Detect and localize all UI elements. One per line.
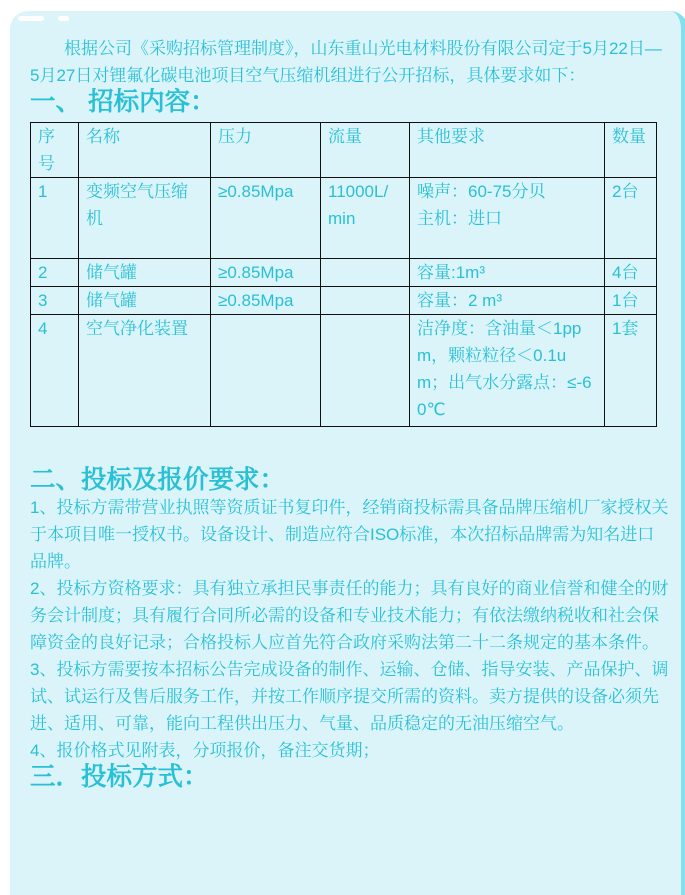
col-header-flow: 流量 [321,123,410,178]
cell-name: 变频空气压缩机 [79,178,211,259]
cell-flow [321,259,410,287]
cell-other: 噪声：60-75分贝 主机：进口 [410,178,605,259]
intro-paragraph: 根据公司《采购招标管理制度》，山东重山光电材料股份有限公司定于5月22日—5月27日对锂氟化碳电池项目空气压缩机组进行公开招标，具体要求如下： [30,39,662,85]
dash-decoration-long [18,16,44,21]
requirement-paragraph-3: 3、投标方需要按本招标公告完成设备的制作、运输、仓储、指导安装、产品保护、调试、试运行及售后服务工作，并按工作顺序提交所需的资料。卖方提供的设备必须先进、适用、可靠，能向工程供出压力、气量、品质稳定的无油压缩空气。 [30,660,669,733]
cell-qty: 4台 [605,259,657,287]
cell-pressure: ≥0.85Mpa [211,287,321,315]
cell-other: 容量：2 m³ [410,287,605,315]
cell-no: 2 [31,259,79,287]
cell-flow [321,315,410,427]
requirement-paragraph-4: 4、报价格式见附表，分项报价，备注交货期； [30,741,380,760]
cell-pressure [211,315,321,427]
cell-no: 1 [31,178,79,259]
cell-other: 洁净度：含油量＜1ppm，颗粒粒径＜0.1um；出气水分露点：≤-60℃ [410,315,605,427]
cell-name: 储气罐 [79,287,211,315]
section1-heading: 一、 招标内容： [30,88,216,116]
table-row [31,315,657,427]
cell-other: 容量:1m³ [410,259,605,287]
announcement-card [10,11,685,895]
cell-name: 储气罐 [79,259,211,287]
col-header-press: 压力 [211,123,321,178]
table-row [31,287,657,315]
cell-qty: 1套 [605,315,657,427]
col-header-other: 其他要求 [410,123,605,178]
dash-decoration-short [58,16,69,21]
cell-no: 4 [31,315,79,427]
cell-flow: 11000L/min [321,178,410,259]
tender-items-table [30,122,657,427]
requirement-paragraph-2: 2、投标方资格要求：具有独立承担民事责任的能力；具有良好的商业信誉和健全的财务会计制度；具有履行合同所必需的设备和专业技术能力；有依法缴纳税收和社会保障资金的良好记录；合格投标人应首先符合政府采购法第二十二条规定的基本条件。 [30,579,669,652]
cell-qty: 1台 [605,287,657,315]
table-header-row [31,123,657,178]
cell-pressure: ≥0.85Mpa [211,178,321,259]
cell-no: 3 [31,287,79,315]
col-header-qty: 数量 [605,123,657,178]
col-header-name: 名称 [79,123,211,178]
section2-heading: 二、投标及报价要求： [30,466,286,494]
cell-qty: 2台 [605,178,657,259]
requirement-paragraph-1: 1、投标方需带营业执照等资质证书复印件，经销商投标需具备品牌压缩机厂家授权关于本项目唯一授权书。设备设计、制造应符合ISO标准，本次招标品牌需为知名进口品牌。 [30,498,669,571]
col-header-no: 序号 [31,123,79,178]
cell-flow [321,287,410,315]
table-row [31,259,657,287]
cell-name: 空气净化装置 [79,315,211,427]
cell-pressure: ≥0.85Mpa [211,259,321,287]
table-row [31,178,657,259]
section3-heading: 三．投标方式： [30,763,209,791]
card-top-decoration [18,16,78,22]
